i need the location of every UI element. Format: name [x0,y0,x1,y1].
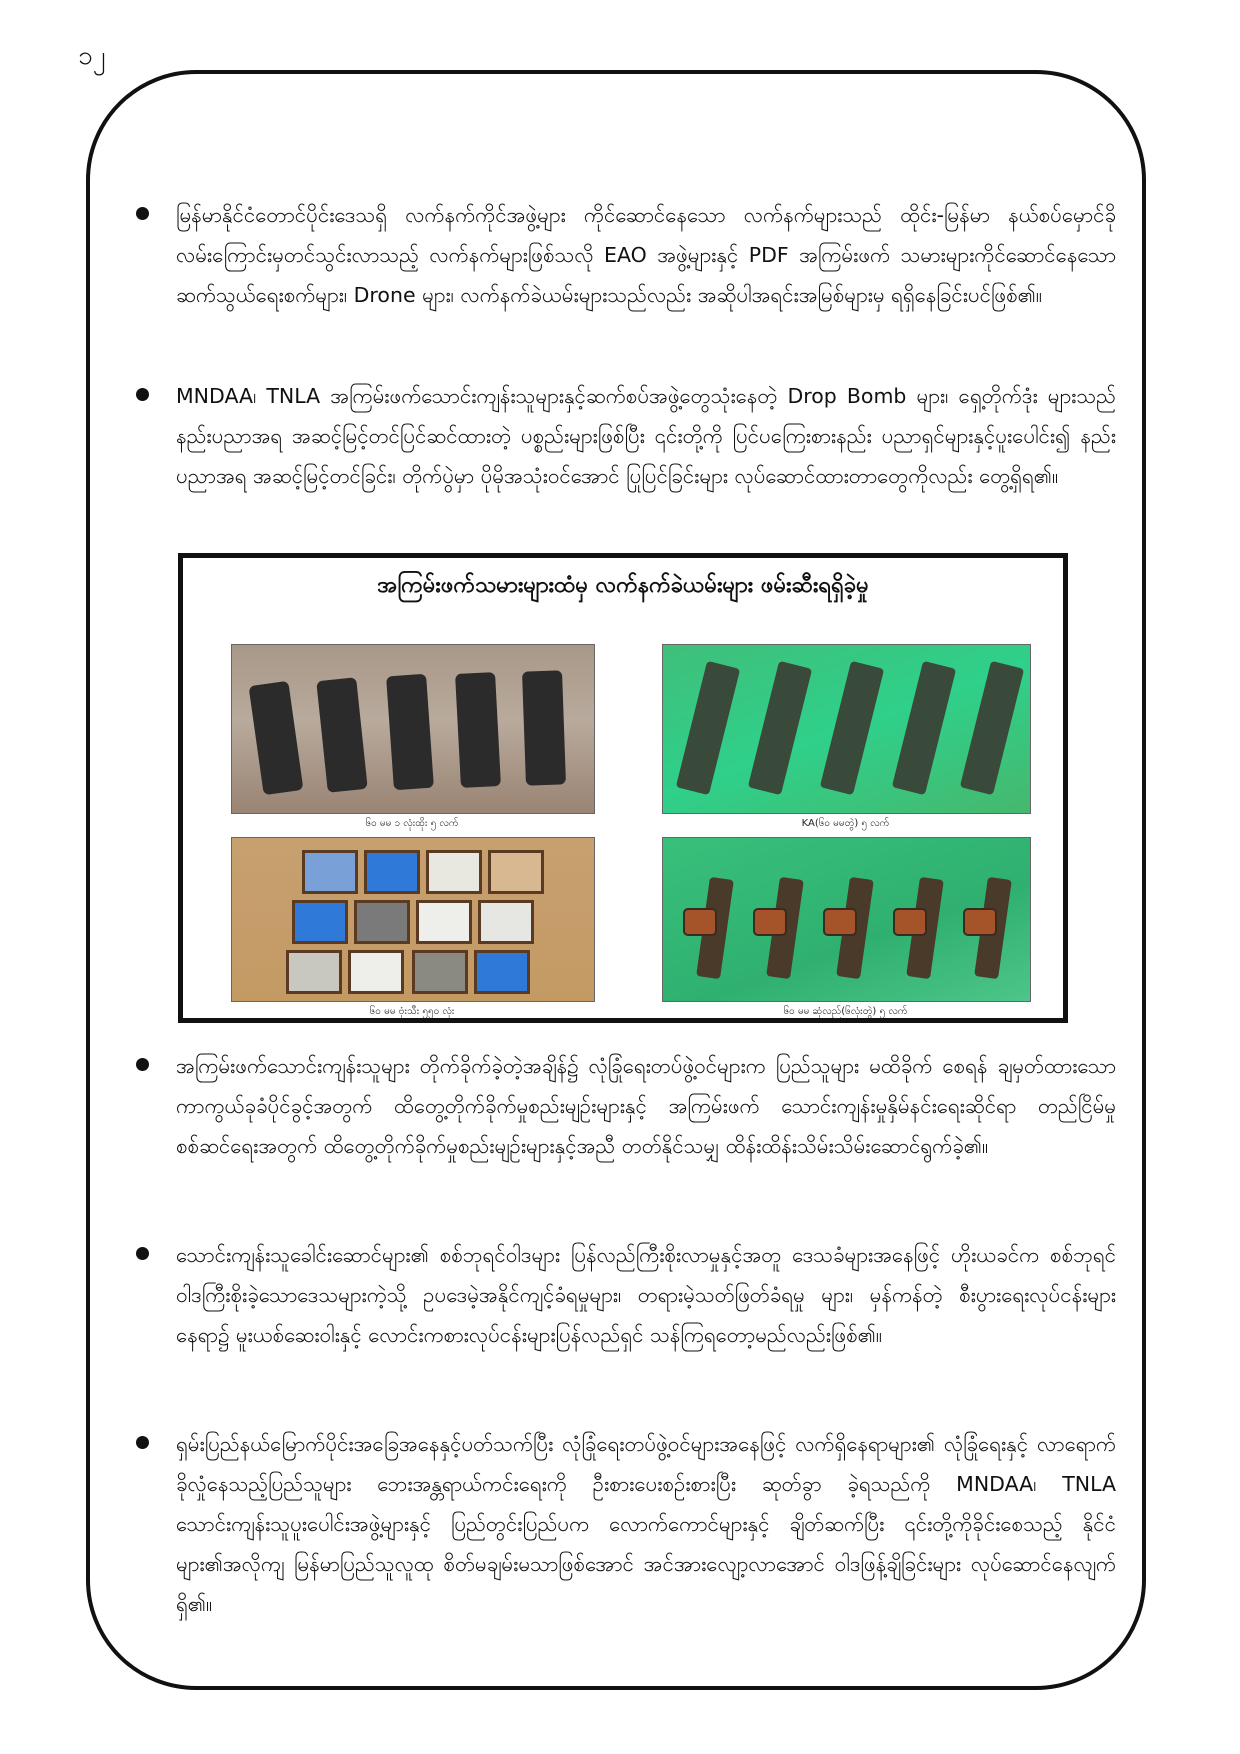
bullet-dot-icon [136,1436,149,1449]
figure-title: အကြမ်းဖက်သမားများထံမှ လက်နက်ခဲယမ်းများ ဖမ်းဆီးရရှိခဲ့မှု [377,573,869,598]
bullet-paragraph [136,1235,1116,1355]
bullet-paragraph [136,195,1116,315]
photo-caption: ၆၀ မမ ဆုံလည်(၆လုံးတွဲ) ၅ လက် [783,1006,908,1017]
bullet-text: အကြမ်းဖက်သောင်းကျန်းသူများ တိုက်ခိုက်ခဲ့တဲ့အချိန်၌ လုံခြုံရေးတပ်ဖွဲ့ဝင်များက ပြည်သူများ မထိခိုက် စေရန် ချမှတ်ထားသောကာကွယ်ခုခံပိုင်ခွင့်အတွက် ထိတွေ့တိုက်ခိုက်မှုစည်းမျဉ်းများနှင့် အကြမ်းဖက် သောင်းကျန်းမှုနှိမ်နင်းရေးဆိုင်ရာ တည်ငြိမ်မှုစစ်ဆင်ရေးအတွက် ထိတွေ့တိုက်ခိုက်မှုစည်းမျဉ်းများနှင့်အညီ တတ်နိုင်သမျှ ထိန်းထိန်းသိမ်းသိမ်းဆောင်ရွက်ခဲ့၏။ [176,1054,1116,1158]
page-number: ၁၂ [78,41,106,71]
photo-caption: ၆၀ မမ ဗုံးသီး ၅၅၀ လုံး [369,1006,455,1017]
photo-ka-rifles [662,644,1031,814]
photo-caption: KA(၆၀ မမတွဲ) ၅ လက် [801,818,890,829]
photo-launchers [231,644,595,814]
photo-ammo-trays [231,837,595,1002]
photo-caption: ၆၀ မမ ၁ လုံးထိုး ၅ လက် [365,818,459,829]
bullet-text: မြန်မာနိုင်ငံတောင်ပိုင်းဒေသရှိ လက်နက်ကိုင်အဖွဲ့များ ကိုင်ဆောင်နေသော လက်နက်များသည် ထိုင်း-မြန်မာ နယ်စပ်မှောင်ခိုလမ်းကြောင်းမှတင်သွင်းလာသည့် လက်နက်များဖြစ်သလို EAO အဖွဲ့များနှင့် PDF အကြမ်းဖက် သမားများကိုင်ဆောင်နေသော ဆက်သွယ်ရေးစက်များ၊ Drone များ၊ လက်နက်ခဲယမ်းများသည်လည်း အဆိုပါအရင်းအမြစ်များမှ ရရှိနေခြင်းပင်ဖြစ်၏။ [176,203,1116,307]
bullet-paragraph [136,376,1116,496]
bullet-dot-icon [136,1247,149,1260]
bullet-dot-icon [136,1058,149,1071]
bullet-dot-icon [136,207,149,220]
bullet-dot-icon [136,388,149,401]
bullet-text: သောင်းကျန်းသူခေါင်းဆောင်များ၏ စစ်ဘုရင်ဝါဒများ ပြန်လည်ကြီးစိုးလာမှုနှင့်အတူ ဒေသခံများအနေဖြင့် ဟိုးယခင်က စစ်ဘုရင်ဝါဒကြီးစိုးခဲ့သောဒေသများကဲ့သို့ ဥပဒေမဲ့အနိုင်ကျင့်ခံရမှုများ၊ တရားမဲ့သတ်ဖြတ်ခံရမှု များ၊ မှန်ကန်တဲ့ စီးပွားရေးလုပ်ငန်းများနေရာ၌ မူးယစ်ဆေးဝါးနှင့် လောင်းကစားလုပ်ငန်းများပြန်လည်ရှင် သန်ကြရတော့မည်လည်းဖြစ်၏။ [176,1243,1116,1347]
bullet-text: ရှမ်းပြည်နယ်မြောက်ပိုင်းအခြေအနေနှင့်ပတ်သက်ပြီး လုံခြုံရေးတပ်ဖွဲ့ဝင်များအနေဖြင့် လက်ရှိနေရာများ၏ လုံခြုံရေးနှင့် လာရောက်ခိုလှုံနေသည့်ပြည်သူများ ဘေးအန္တရာယ်ကင်းရေးကို ဦးစားပေးစဉ်းစားပြီး ဆုတ်ခွာ ခဲ့ရသည်ကို MNDAA၊ TNLA သောင်းကျန်းသူပူးပေါင်းအဖွဲ့များနှင့် ပြည်တွင်းပြည်ပက လောက်ကောင်များနှင့် ချိတ်ဆက်ပြီး ၎င်းတို့ကိုခိုင်းစေသည့် နိုင်ငံများ၏အလိုကျ မြန်မာပြည်သူလူထု စိတ်မချမ်းမသာဖြစ်အောင် အင်အားလျော့လာအောင် ဝါဒဖြန့်ချိခြင်းများ လုပ်ဆောင်နေလျက်ရှိ၏။ [176,1432,1116,1616]
bullet-paragraph [136,1046,1116,1166]
bullet-text: MNDAA၊ TNLA အကြမ်းဖက်သောင်းကျန်းသူများနှင့်ဆက်စပ်အဖွဲ့တွေသုံးနေတဲ့ Drop Bomb များ၊ ရှေ့တိုက်ဒုံး များသည် နည်းပညာအရ အဆင့်မြင့်တင်ပြင်ဆင်ထားတဲ့ ပစ္စည်းများဖြစ်ပြီး ၎င်းတို့ကို ပြင်ပကြေးစားနည်း ပညာရှင်များနှင့်ပူးပေါင်း၍ နည်းပညာအရ အဆင့်မြင့်တင်ခြင်း၊ တိုက်ပွဲမှာ ပိုမိုအသုံးဝင်အောင် ပြုပြင်ခြင်းများ လုပ်ဆောင်ထားတာတွေကိုလည်း တွေ့ရှိရ၏။ [176,384,1116,488]
bullet-paragraph [136,1424,1116,1624]
seized-weapons-figure [178,553,1068,1023]
photo-revolving-launchers [662,837,1031,1002]
